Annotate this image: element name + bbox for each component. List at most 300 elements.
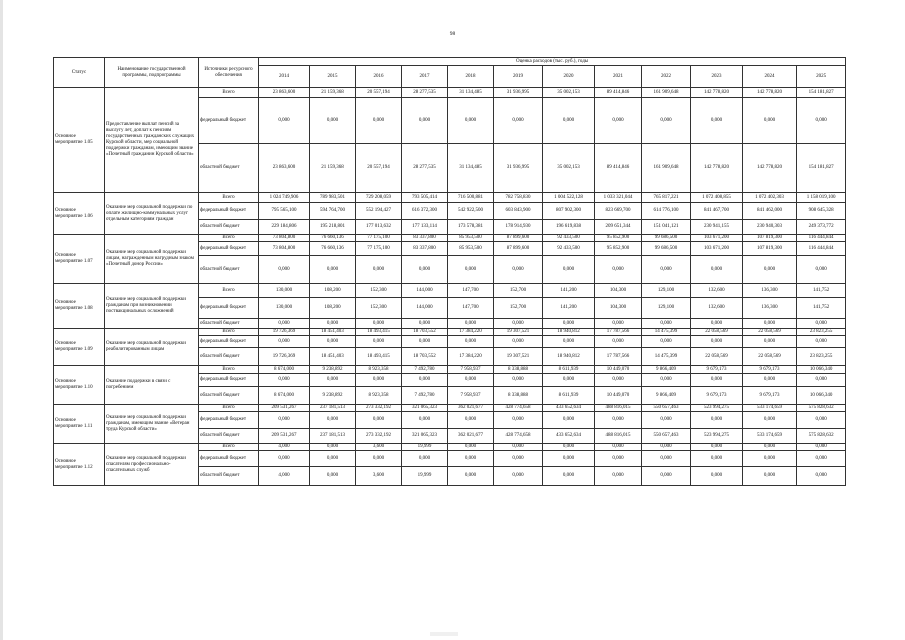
amount-cell: 161 909,648 [642, 88, 691, 98]
amount-cell: 99 686,500 [642, 235, 691, 242]
amount-cell: 130,000 [259, 298, 310, 319]
table-header [54, 58, 846, 88]
amount-cell: 89 414,846 [595, 88, 642, 98]
amount-cell: 0,000 [259, 412, 310, 429]
amount-cell: 0,000 [402, 319, 448, 329]
amount-cell: 95 852,900 [595, 242, 642, 256]
table-row [54, 366, 846, 374]
amount-cell: 116 444,844 [797, 242, 846, 256]
amount-cell: 22 058,569 [743, 348, 797, 366]
amount-cell: 0,000 [543, 412, 595, 429]
amount-cell: 209 531,267 [259, 429, 310, 444]
amount-cell: 0,000 [642, 336, 691, 348]
amount-cell: 18 703,552 [402, 329, 448, 336]
amount-cell: 433 652,634 [543, 429, 595, 444]
amount-cell: 0,000 [448, 451, 494, 467]
amount-cell: 0,000 [494, 256, 543, 284]
amount-cell: 0,000 [691, 412, 743, 429]
amount-cell: 0,000 [691, 319, 743, 329]
amount-cell: 0,000 [356, 98, 402, 144]
amount-cell: 729 208,059 [356, 193, 402, 203]
funding-source: областной бюджет [199, 467, 259, 486]
amount-cell: 0,000 [310, 467, 356, 486]
funding-source: областной бюджет [199, 319, 259, 329]
amount-cell: 142 778,820 [691, 88, 743, 98]
amount-cell: 20 557,194 [356, 144, 402, 193]
amount-cell: 789 983,501 [310, 193, 356, 203]
amount-cell: 85 953,500 [448, 235, 494, 242]
amount-cell: 0,000 [691, 444, 743, 451]
amount-cell: 0,000 [402, 336, 448, 348]
amount-cell: 22 058,569 [691, 329, 743, 336]
amount-cell: 9 238,892 [310, 387, 356, 405]
amount-cell: 147,700 [448, 284, 494, 298]
amount-cell: 0,000 [259, 451, 310, 467]
header-year: 2022 [642, 66, 691, 88]
amount-cell: 4,000 [259, 444, 310, 451]
amount-cell: 0,000 [356, 256, 402, 284]
amount-cell: 8 338,888 [494, 366, 543, 374]
amount-cell: 103 671,200 [691, 242, 743, 256]
amount-cell: 0,000 [543, 98, 595, 144]
amount-cell: 249 373,772 [797, 220, 846, 235]
amount-cell: 19 726,369 [259, 329, 310, 336]
amount-cell: 0,000 [448, 336, 494, 348]
amount-cell: 552 194,427 [356, 203, 402, 220]
amount-cell: 19 726,369 [259, 348, 310, 366]
amount-cell: 18 451,403 [310, 329, 356, 336]
amount-cell: 823 669,700 [595, 203, 642, 220]
measure-name: Оказание мер социальной поддержки гражданам, имеющим звание «Ветеран труда Курской области» [105, 405, 199, 444]
funding-source: Всего [199, 329, 259, 336]
amount-cell: 154 181,827 [797, 144, 846, 193]
header-year: 2024 [743, 66, 797, 88]
amount-cell: 141,200 [543, 298, 595, 319]
amount-cell: 0,000 [797, 256, 846, 284]
amount-cell: 0,000 [402, 451, 448, 467]
table-row [54, 235, 846, 242]
amount-cell: 142 778,820 [743, 144, 797, 193]
amount-cell: 22 058,569 [691, 348, 743, 366]
header-name: Наименование государственной программы, подпрограммы [105, 58, 199, 88]
amount-cell: 0,000 [595, 467, 642, 486]
measure-name: Оказание мер социальной поддержки гражданам при возникновении поствакцинальных осложнений [105, 284, 199, 329]
amount-cell: 0,000 [448, 319, 494, 329]
amount-cell: 1 072 402,303 [743, 193, 797, 203]
amount-cell: 0,000 [691, 336, 743, 348]
amount-cell: 488 816,015 [595, 405, 642, 412]
amount-cell: 0,000 [797, 412, 846, 429]
amount-cell: 0,000 [310, 412, 356, 429]
amount-cell: 594 764,700 [310, 203, 356, 220]
amount-cell: 9 679,173 [743, 387, 797, 405]
amount-cell: 28 277,535 [402, 88, 448, 98]
amount-cell: 321 065,323 [402, 429, 448, 444]
amount-cell: 0,000 [743, 319, 797, 329]
amount-cell: 28 277,535 [402, 144, 448, 193]
amount-cell: 35 002,153 [543, 88, 595, 98]
amount-cell: 0,000 [448, 467, 494, 486]
amount-cell: 0,000 [356, 451, 402, 467]
amount-cell: 614 776,100 [642, 203, 691, 220]
amount-cell: 0,000 [642, 412, 691, 429]
amount-cell: 195 218,801 [310, 220, 356, 235]
amount-cell: 0,000 [691, 98, 743, 144]
amount-cell: 0,000 [691, 374, 743, 387]
amount-cell: 3,600 [356, 467, 402, 486]
amount-cell: 0,000 [797, 336, 846, 348]
amount-cell: 0,000 [259, 256, 310, 284]
measure-status: Основное мероприятие 1.10 [54, 366, 105, 405]
measure-status: Основное мероприятие 1.06 [54, 193, 105, 235]
amount-cell: 21 159,368 [310, 88, 356, 98]
amount-cell: 9 866,409 [642, 366, 691, 374]
amount-cell: 0,000 [448, 444, 494, 451]
measure-status: Основное мероприятие 1.05 [54, 88, 105, 193]
amount-cell: 1 033 321,044 [595, 193, 642, 203]
amount-cell: 14 475,399 [642, 348, 691, 366]
amount-cell: 99 686,500 [642, 242, 691, 256]
amount-cell: 0,000 [543, 336, 595, 348]
amount-cell: 107 819,300 [743, 242, 797, 256]
header-status: Статус [54, 58, 105, 88]
header-year: 2017 [402, 66, 448, 88]
amount-cell: 321 065,323 [402, 405, 448, 412]
amount-cell: 0,000 [642, 451, 691, 467]
amount-cell: 8 674,000 [259, 387, 310, 405]
amount-cell: 523 994,275 [691, 429, 743, 444]
amount-cell: 0,000 [595, 374, 642, 387]
amount-cell: 0,000 [595, 336, 642, 348]
amount-cell: 0,000 [595, 444, 642, 451]
funding-source: Всего [199, 235, 259, 242]
amount-cell: 0,000 [797, 319, 846, 329]
amount-cell: 0,000 [494, 336, 543, 348]
amount-cell: 104,300 [595, 298, 642, 319]
table-row [54, 405, 846, 412]
amount-cell: 129,100 [642, 284, 691, 298]
amount-cell: 9 238,892 [310, 366, 356, 374]
amount-cell: 433 652,634 [543, 405, 595, 412]
amount-cell: 141,200 [543, 284, 595, 298]
amount-cell: 161 909,648 [642, 144, 691, 193]
amount-cell: 209 531,267 [259, 405, 310, 412]
scan-artifact [430, 632, 458, 636]
amount-cell: 0,000 [402, 374, 448, 387]
amount-cell: 0,000 [595, 98, 642, 144]
amount-cell: 0,000 [543, 256, 595, 284]
measure-name: Оказание мер социальной поддержки по оплате жилищно-коммунальных услуг отдельным категориям граждан [105, 193, 199, 235]
amount-cell: 230 941,155 [691, 220, 743, 235]
funding-source: федеральный бюджет [199, 374, 259, 387]
amount-cell: 0,000 [448, 256, 494, 284]
header-year: 2018 [448, 66, 494, 88]
measure-name: Предоставление выплат пенсий за выслугу лет, доплат к пенсиям государственных гражданских служащих Курской области, мер социальной поддержки гражданам, имеющим звание «Почетный гражданин Курской области» [105, 88, 199, 193]
funding-source: федеральный бюджет [199, 298, 259, 319]
amount-cell: 35 002,153 [543, 144, 595, 193]
amount-cell: 0,000 [642, 98, 691, 144]
amount-cell: 116 444,844 [797, 235, 846, 242]
amount-cell: 4,000 [259, 467, 310, 486]
amount-cell: 23 823,255 [797, 348, 846, 366]
amount-cell: 18 493,415 [356, 348, 402, 366]
amount-cell: 793 505,414 [402, 193, 448, 203]
amount-cell: 0,000 [356, 319, 402, 329]
amount-cell: 0,000 [310, 451, 356, 467]
amount-cell: 141,752 [797, 298, 846, 319]
table-row [54, 444, 846, 451]
amount-cell: 18 493,415 [356, 329, 402, 336]
amount-cell: 87 899,600 [494, 242, 543, 256]
amount-cell: 8 611,939 [543, 387, 595, 405]
amount-cell: 230 940,303 [743, 220, 797, 235]
amount-cell: 95 852,900 [595, 235, 642, 242]
amount-cell: 77 175,100 [356, 235, 402, 242]
amount-cell: 104,300 [595, 284, 642, 298]
amount-cell: 273 332,192 [356, 429, 402, 444]
amount-cell: 31 936,995 [494, 88, 543, 98]
amount-cell: 18 940,812 [543, 348, 595, 366]
amount-cell: 0,000 [543, 374, 595, 387]
amount-cell: 0,000 [743, 374, 797, 387]
amount-cell: 0,000 [448, 374, 494, 387]
amount-cell: 428 774,658 [494, 429, 543, 444]
amount-cell: 0,000 [310, 98, 356, 144]
funding-source: областной бюджет [199, 348, 259, 366]
amount-cell: 19,999 [402, 467, 448, 486]
measure-name: Оказание мер социальной поддержки реабилитированным лицам [105, 329, 199, 366]
amount-cell: 362 021,677 [448, 429, 494, 444]
amount-cell: 23 823,255 [797, 329, 846, 336]
amount-cell: 9 679,173 [691, 387, 743, 405]
amount-cell: 142 778,820 [743, 88, 797, 98]
amount-cell: 8 923,358 [356, 366, 402, 374]
table-row [54, 193, 846, 203]
amount-cell: 3,600 [356, 444, 402, 451]
amount-cell: 147,700 [448, 298, 494, 319]
amount-cell: 18 940,812 [543, 329, 595, 336]
amount-cell: 0,000 [691, 256, 743, 284]
amount-cell: 92 433,500 [543, 235, 595, 242]
amount-cell: 575 828,632 [797, 405, 846, 412]
amount-cell: 908 645,328 [797, 203, 846, 220]
funding-source: Всего [199, 284, 259, 298]
amount-cell: 89 414,846 [595, 144, 642, 193]
amount-cell: 18 451,403 [310, 348, 356, 366]
amount-cell: 0,000 [743, 444, 797, 451]
funding-source: областной бюджет [199, 144, 259, 193]
amount-cell: 0,000 [259, 374, 310, 387]
amount-cell: 0,000 [259, 336, 310, 348]
funding-source: Всего [199, 193, 259, 203]
page-number: 98 [449, 31, 456, 37]
amount-cell: 0,000 [642, 319, 691, 329]
amount-cell: 196 619,838 [543, 220, 595, 235]
amount-cell: 31 936,995 [494, 144, 543, 193]
amount-cell: 7 492,780 [402, 366, 448, 374]
amount-cell: 0,000 [743, 98, 797, 144]
amount-cell: 17 384,220 [448, 348, 494, 366]
amount-cell: 0,000 [494, 412, 543, 429]
amount-cell: 0,000 [595, 412, 642, 429]
amount-cell: 603 843,900 [494, 203, 543, 220]
amount-cell: 85 953,500 [448, 242, 494, 256]
amount-cell: 1 024 749,906 [259, 193, 310, 203]
amount-cell: 0,000 [642, 467, 691, 486]
funding-source: областной бюджет [199, 429, 259, 444]
amount-cell: 108,200 [310, 298, 356, 319]
amount-cell: 7 958,937 [448, 366, 494, 374]
header-estimate: Оценка расходов (тыс. руб.), годы [259, 58, 846, 66]
amount-cell: 0,000 [402, 256, 448, 284]
amount-cell: 0,000 [356, 412, 402, 429]
amount-cell: 0,000 [743, 412, 797, 429]
amount-cell: 9 679,173 [691, 366, 743, 374]
amount-cell: 20 557,194 [356, 88, 402, 98]
amount-cell: 0,000 [642, 374, 691, 387]
amount-cell: 0,000 [494, 451, 543, 467]
amount-cell: 76 660,136 [310, 242, 356, 256]
amount-cell: 0,000 [448, 412, 494, 429]
header-source: Источники ресурсного обеспечения [199, 58, 259, 88]
amount-cell: 0,000 [310, 374, 356, 387]
amount-cell: 10 449,070 [595, 387, 642, 405]
amount-cell: 542 922,500 [448, 203, 494, 220]
amount-cell: 0,000 [259, 98, 310, 144]
amount-cell: 0,000 [494, 98, 543, 144]
funding-source: федеральный бюджет [199, 451, 259, 467]
amount-cell: 0,000 [402, 412, 448, 429]
amount-cell: 0,000 [310, 319, 356, 329]
measure-name: Оказание поддержки в связи с погребением [105, 366, 199, 405]
amount-cell: 152,300 [356, 298, 402, 319]
amount-cell: 129,100 [642, 298, 691, 319]
amount-cell: 21 159,368 [310, 144, 356, 193]
header-year: 2021 [595, 66, 642, 88]
amount-cell: 550 657,463 [642, 405, 691, 412]
amount-cell: 141,752 [797, 284, 846, 298]
amount-cell: 0,000 [595, 451, 642, 467]
amount-cell: 0,000 [691, 451, 743, 467]
amount-cell: 132,600 [691, 284, 743, 298]
amount-cell: 92 433,500 [543, 242, 595, 256]
measure-name: Оказание мер социальной поддержки спасателям профессионально-спасательных служб [105, 444, 199, 486]
header-year: 2016 [356, 66, 402, 88]
amount-cell: 0,000 [691, 467, 743, 486]
measure-status: Основное мероприятие 1.12 [54, 444, 105, 486]
amount-cell: 9 866,409 [642, 387, 691, 405]
amount-cell: 0,000 [797, 467, 846, 486]
amount-cell: 76 660,136 [310, 235, 356, 242]
amount-cell: 362 021,677 [448, 405, 494, 412]
funding-source: Всего [199, 366, 259, 374]
amount-cell: 0,000 [310, 444, 356, 451]
header-year: 2023 [691, 66, 743, 88]
amount-cell: 87 899,600 [494, 235, 543, 242]
amount-cell: 0,000 [595, 319, 642, 329]
amount-cell: 533 174,659 [743, 405, 797, 412]
amount-cell: 807 902,300 [543, 203, 595, 220]
amount-cell: 1 004 522,128 [543, 193, 595, 203]
amount-cell: 0,000 [310, 256, 356, 284]
amount-cell: 782 758,830 [494, 193, 543, 203]
amount-cell: 0,000 [743, 336, 797, 348]
amount-cell: 8 611,939 [543, 366, 595, 374]
amount-cell: 523 994,275 [691, 405, 743, 412]
amount-cell: 0,000 [543, 319, 595, 329]
amount-cell: 1 072 408,855 [691, 193, 743, 203]
amount-cell: 18 703,552 [402, 348, 448, 366]
amount-cell: 142 778,820 [691, 144, 743, 193]
table-row [54, 329, 846, 336]
funding-source: областной бюджет [199, 387, 259, 405]
amount-cell: 177 013,632 [356, 220, 402, 235]
amount-cell: 152,700 [494, 284, 543, 298]
amount-cell: 9 679,173 [743, 366, 797, 374]
funding-source: федеральный бюджет [199, 412, 259, 429]
amount-cell: 17 787,566 [595, 348, 642, 366]
amount-cell: 0,000 [543, 467, 595, 486]
amount-cell: 19,999 [402, 444, 448, 451]
amount-cell: 22 058,569 [743, 329, 797, 336]
amount-cell: 0,000 [743, 256, 797, 284]
amount-cell: 488 816,015 [595, 429, 642, 444]
amount-cell: 144,000 [402, 298, 448, 319]
amount-cell: 7 958,937 [448, 387, 494, 405]
amount-cell: 17 384,220 [448, 329, 494, 336]
amount-cell: 0,000 [642, 444, 691, 451]
amount-cell: 1 158 019,100 [797, 193, 846, 203]
amount-cell: 0,000 [642, 256, 691, 284]
header-year: 2015 [310, 66, 356, 88]
amount-cell: 0,000 [797, 444, 846, 451]
amount-cell: 136,300 [743, 284, 797, 298]
header-year: 2019 [494, 66, 543, 88]
amount-cell: 31 134,485 [448, 144, 494, 193]
amount-cell: 229 184,806 [259, 220, 310, 235]
funding-source: Всего [199, 88, 259, 98]
amount-cell: 144,000 [402, 284, 448, 298]
amount-cell: 0,000 [356, 336, 402, 348]
amount-cell: 0,000 [797, 374, 846, 387]
amount-cell: 23 863,600 [259, 88, 310, 98]
amount-cell: 152,700 [494, 298, 543, 319]
measure-status: Основное мероприятие 1.11 [54, 405, 105, 444]
amount-cell: 0,000 [494, 467, 543, 486]
amount-cell: 177 133,114 [402, 220, 448, 235]
amount-cell: 14 475,399 [642, 329, 691, 336]
funding-source: Всего [199, 444, 259, 451]
amount-cell: 0,000 [259, 319, 310, 329]
amount-cell: 0,000 [448, 98, 494, 144]
amount-cell: 108,200 [310, 284, 356, 298]
amount-cell: 765 817,221 [642, 193, 691, 203]
amount-cell: 428 774,658 [494, 405, 543, 412]
amount-cell: 103 671,200 [691, 235, 743, 242]
amount-cell: 77 175,100 [356, 242, 402, 256]
measure-name: Оказание мер социальной поддержки лицам, награжденным нагрудным знаком «Почетный донор России» [105, 235, 199, 284]
measure-status: Основное мероприятие 1.07 [54, 235, 105, 284]
amount-cell: 0,000 [595, 256, 642, 284]
amount-cell: 533 174,659 [743, 429, 797, 444]
funding-source: федеральный бюджет [199, 98, 259, 144]
amount-cell: 23 863,600 [259, 144, 310, 193]
amount-cell: 575 828,632 [797, 429, 846, 444]
amount-cell: 0,000 [494, 444, 543, 451]
measure-status: Основное мероприятие 1.08 [54, 284, 105, 329]
amount-cell: 209 651,344 [595, 220, 642, 235]
amount-cell: 31 134,485 [448, 88, 494, 98]
